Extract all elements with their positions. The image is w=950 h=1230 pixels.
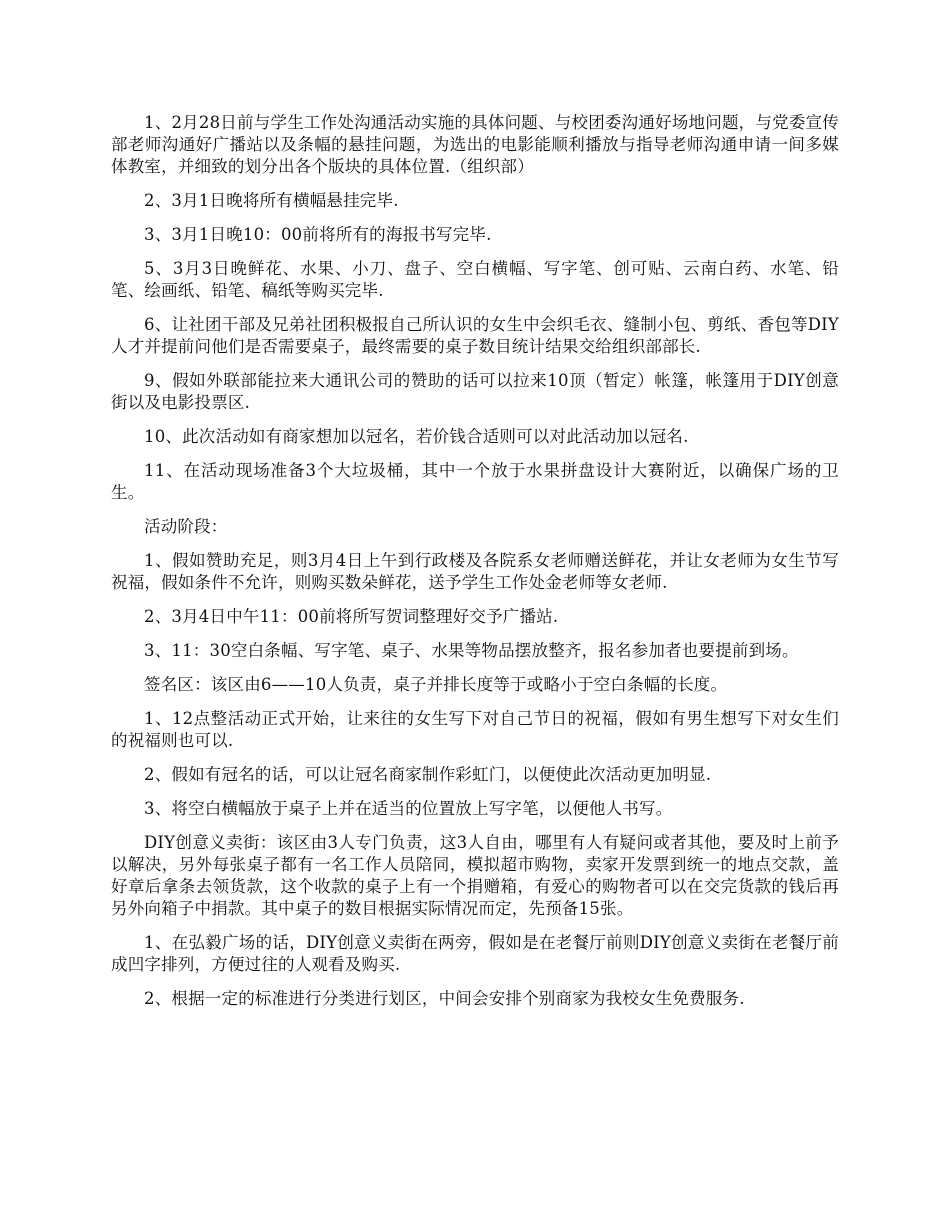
section-heading-activity-stage: 活动阶段： bbox=[144, 517, 228, 536]
paragraph-5: 6、让社团干部及兄弟社团积极报自己所认识的女生中会织毛衣、缝制小包、剪纸、香包等DIY人才并提前问他们是否需要桌子，最终需要的桌子数目统计结果交给组织部部长. bbox=[111, 315, 839, 356]
paragraph-19: 2、根据一定的标准进行分类进行划区，中间会安排个别商家为我校女生免费服务. bbox=[144, 989, 745, 1008]
document-body bbox=[111, 112, 839, 1022]
paragraph-14: 1、12点整活动正式开始，让来往的女生写下对自己节日的祝福，假如有男生想写下对女生们的祝福则也可以. bbox=[111, 709, 839, 750]
paragraph-3: 3、3月1日晚10：00前将所有的海报书写完毕. bbox=[144, 225, 492, 244]
paragraph-16: 3、将空白横幅放于桌子上并在适当的位置放上写字笔，以便他人书写。 bbox=[144, 799, 673, 818]
paragraph-4: 5、3月3日晚鲜花、水果、小刀、盘子、空白横幅、写字笔、创可贴、云南白药、水笔、铅笔、绘画纸、铅笔、稿纸等购买完毕. bbox=[111, 259, 839, 300]
paragraph-12: 3、11：30空白条幅、写字笔、桌子、水果等物品摆放整齐，报名参加者也要提前到场。 bbox=[144, 641, 799, 660]
paragraph-2: 2、3月1日晚将所有横幅悬挂完毕. bbox=[144, 191, 399, 210]
paragraph-8: 11、在活动现场准备3个大垃圾桶，其中一个放于水果拼盘设计大赛附近，以确保广场的卫生。 bbox=[111, 461, 839, 502]
paragraph-15: 2、假如有冠名的话，可以让冠名商家制作彩虹门，以便使此次活动更加明显. bbox=[144, 765, 712, 784]
paragraph-7: 10、此次活动如有商家想加以冠名，若价钱合适则可以对此活动加以冠名. bbox=[144, 427, 689, 446]
paragraph-1: 1、2月28日前与学生工作处沟通活动实施的具体问题、与校团委沟通好场地问题，与党委宣传部老师沟通好广播站以及条幅的悬挂问题，为选出的电影能顺利播放与指导老师沟通申请一间多媒体教室，并细致的划分出各个版块的具体位置.（组织部） bbox=[111, 113, 839, 176]
section-heading-diy-street: DIY创意义卖街：该区由3人专门负责，这3人自由，哪里有人有疑问或者其他，要及时上前予以解决，另外每张桌子都有一名工作人员陪同，模拟超市购物，卖家开发票到统一的地点交款，盖好章后拿条去领货款，这个收款的桌子上有一个捐赠箱，有爱心的购物者可以在交完货款的钱后再另外向箱子中捐款。其中桌子的数目根据实际情况而定，先预备15张。 bbox=[111, 833, 839, 918]
section-heading-signature-area: 签名区：该区由6——10人负责，桌子并排长度等于或略小于空白条幅的长度。 bbox=[144, 675, 728, 694]
paragraph-6: 9、假如外联部能拉来大通讯公司的赞助的话可以拉来10顶（暂定）帐篷，帐篷用于DIY创意街以及电影投票区. bbox=[111, 371, 839, 412]
paragraph-11: 2、3月4日中午11：00前将所写贺词整理好交予广播站. bbox=[144, 607, 559, 626]
paragraph-10: 1、假如赞助充足，则3月4日上午到行政楼及各院系女老师赠送鲜花，并让女老师为女生节写祝福，假如条件不允许，则购买数朵鲜花，送予学生工作处金老师等女老师. bbox=[111, 551, 839, 592]
paragraph-18: 1、在弘毅广场的话，DIY创意义卖街在两旁，假如是在老餐厅前则DIY创意义卖街在老餐厅前成凹字排列，方便过往的人观看及购买. bbox=[111, 933, 839, 974]
